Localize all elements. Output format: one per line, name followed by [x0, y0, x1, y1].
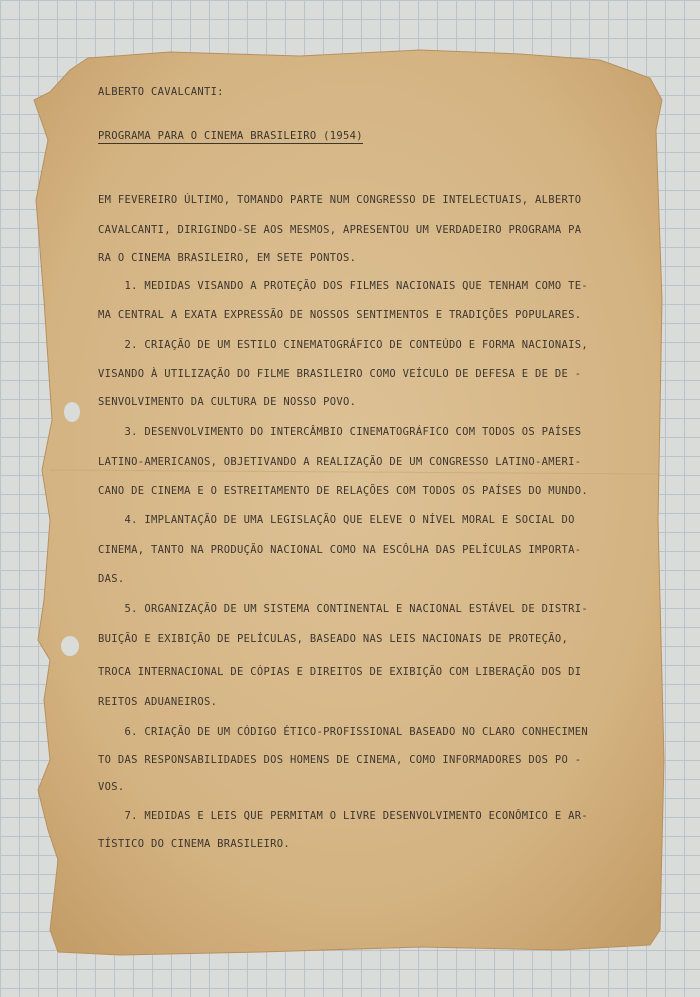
text-line: CANO DE CINEMA E O ESTREITAMENTO DE RELAÇÕES COM TODOS OS PAÍSES DO MUNDO.	[98, 485, 588, 497]
text-line: CINEMA, TANTO NA PRODUÇÃO NACIONAL COMO NA ESCÔLHA DAS PELÍCULAS IMPORTA-	[98, 544, 582, 556]
document-title	[98, 130, 363, 142]
text-line: TÍSTICO DO CINEMA BRASILEIRO.	[98, 838, 291, 850]
text-line: DAS.	[98, 573, 125, 585]
text-line: EM FEVEREIRO ÚLTIMO, TOMANDO PARTE NUM CONGRESSO DE INTELECTUAIS, ALBERTO	[98, 194, 582, 206]
text-line: REITOS ADUANEIROS.	[98, 696, 218, 708]
author-line: ALBERTO CAVALCANTI:	[98, 86, 224, 98]
text-line: VOS.	[98, 781, 125, 793]
text-line: LATINO-AMERICANOS, OBJETIVANDO A REALIZAÇÃO DE UM CONGRESSO LATINO-AMERI-	[98, 456, 582, 468]
text-line: 7. MEDIDAS E LEIS QUE PERMITAM O LIVRE DESENVOLVIMENTO ECONÔMICO E AR-	[98, 810, 588, 822]
text-line: BUIÇÃO E EXIBIÇÃO DE PELÍCULAS, BASEADO NAS LEIS NACIONAIS DE PROTEÇÃO,	[98, 633, 569, 645]
text-line: MA CENTRAL A EXATA EXPRESSÃO DE NOSSOS SENTIMENTOS E TRADIÇÕES POPULARES.	[98, 309, 582, 321]
text-line: 6. CRIAÇÃO DE UM CÓDIGO ÉTICO-PROFISSIONAL BASEADO NO CLARO CONHECIMEN	[98, 726, 588, 738]
text-line: 5. ORGANIZAÇÃO DE UM SISTEMA CONTINENTAL E NACIONAL ESTÁVEL DE DISTRI-	[98, 603, 588, 615]
text-line: 3. DESENVOLVIMENTO DO INTERCÂMBIO CINEMATOGRÁFICO COM TODOS OS PAÍSES	[98, 426, 582, 438]
text-line: RA O CINEMA BRASILEIRO, EM SETE PONTOS.	[98, 252, 357, 264]
title-text: PROGRAMA PARA O CINEMA BRASILEIRO (1954)	[98, 130, 363, 142]
text-line: SENVOLVIMENTO DA CULTURA DE NOSSO POVO.	[98, 396, 357, 408]
text-line: TROCA INTERNACIONAL DE CÓPIAS E DIREITOS DE EXIBIÇÃO COM LIBERAÇÃO DOS DI	[98, 666, 582, 678]
text-line: 1. MEDIDAS VISANDO A PROTEÇÃO DOS FILMES NACIONAIS QUE TENHAM COMO TE-	[98, 280, 588, 292]
text-line: VISANDO À UTILIZAÇÃO DO FILME BRASILEIRO COMO VEÍCULO DE DEFESA E DE DE -	[98, 368, 582, 380]
text-line: TO DAS RESPONSABILIDADES DOS HOMENS DE CINEMA, COMO INFORMADORES DOS PO -	[98, 754, 582, 766]
text-line: 2. CRIAÇÃO DE UM ESTILO CINEMATOGRÁFICO DE CONTEÚDO E FORMA NACIONAIS,	[98, 339, 588, 351]
text-line: 4. IMPLANTAÇÃO DE UMA LEGISLAÇÃO QUE ELEVE O NÍVEL MORAL E SOCIAL DO	[98, 514, 575, 526]
text-line: CAVALCANTI, DIRIGINDO-SE AOS MESMOS, APRESENTOU UM VERDADEIRO PROGRAMA PA	[98, 224, 582, 236]
